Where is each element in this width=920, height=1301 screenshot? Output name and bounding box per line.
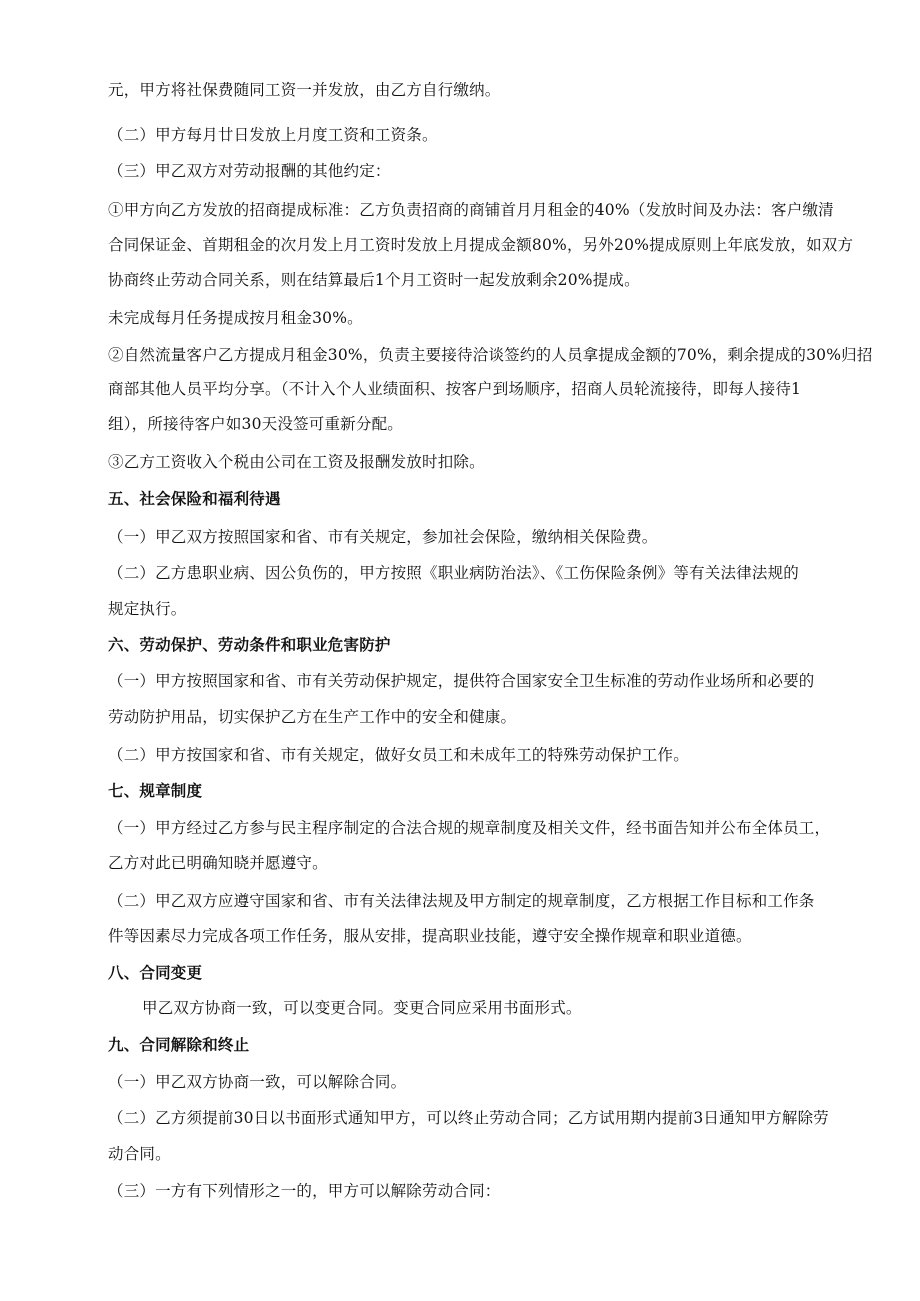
paragraph-line: 未完成每月任务提成按月租金30%。: [108, 309, 363, 327]
paragraph-line: ①甲方向乙方发放的招商提成标准：乙方负责招商的商铺首月月租金的40%（发放时间及办法：客户缴清: [108, 201, 834, 219]
paragraph-line: 合同保证金、首期租金的次月发上月工资时发放上月提成金额80%，另外20%提成原则上年底发放，如双方: [108, 236, 854, 254]
section-heading-9: 九、合同解除和终止: [108, 1036, 250, 1054]
paragraph-line: （二）甲乙双方应遵守国家和省、市有关法律法规及甲方制定的规章制度，乙方根据工作目标和工作条: [108, 892, 815, 910]
paragraph-line: （一）甲方按照国家和省、市有关劳动保护规定，提供符合国家安全卫生标准的劳动作业场所和必要的: [108, 672, 815, 690]
paragraph-line: 件等因素尽力完成各项工作任务，服从安排，提高职业技能，遵守安全操作规章和职业道德。: [108, 927, 752, 945]
paragraph-line: 甲乙双方协商一致，可以变更合同。变更合同应采用书面形式。: [142, 999, 582, 1017]
paragraph-line: （三）甲乙双方对劳动报酬的其他约定：: [108, 162, 391, 180]
paragraph-line: （二）甲方按国家和省、市有关规定，做好女员工和未成年工的特殊劳动保护工作。: [108, 746, 689, 764]
paragraph-line: 协商终止劳动合同关系，则在结算最后1个月工资时一起发放剩余20%提成。: [108, 271, 640, 289]
section-heading-6: 六、劳动保护、劳动条件和职业危害防护: [108, 636, 391, 654]
paragraph-line: ②自然流量客户乙方提成月租金30%，负责主要接待洽谈签约的人员拿提成金额的70%，剩余提成的30%归招: [108, 346, 873, 364]
paragraph-line: （二）乙方须提前30日以书面形式通知甲方，可以终止劳动合同；乙方试用期内提前3日通知甲方解除劳: [108, 1109, 829, 1127]
paragraph-line: 乙方对此已明确知晓并愿遵守。: [108, 854, 328, 872]
paragraph-line: （一）甲乙双方按照国家和省、市有关规定，参加社会保险，缴纳相关保险费。: [108, 528, 658, 546]
paragraph-line: 劳动防护用品，切实保护乙方在生产工作中的安全和健康。: [108, 708, 517, 726]
paragraph-line: 规定执行。: [108, 600, 187, 618]
section-heading-8: 八、合同变更: [108, 964, 203, 982]
paragraph-line: 商部其他人员平均分享。（不计入个人业绩面积、按客户到场顺序，招商人员轮流接待，即每人接待1: [108, 380, 802, 398]
paragraph-line: （三）一方有下列情形之一的，甲方可以解除劳动合同：: [108, 1182, 501, 1200]
section-heading-7: 七、规章制度: [108, 782, 203, 800]
paragraph-line: 组），所接待客户如30天没签可重新分配。: [108, 415, 403, 433]
paragraph-line: （一）甲方经过乙方参与民主程序制定的合法合规的规章制度及相关文件，经书面告知并公布全体员工，: [108, 819, 831, 837]
paragraph-line: （一）甲乙双方协商一致，可以解除合同。: [108, 1073, 407, 1091]
paragraph-line: ③乙方工资收入个税由公司在工资及报酬发放时扣除。: [108, 453, 485, 471]
section-heading-5: 五、社会保险和福利待遇: [108, 490, 281, 508]
paragraph-line: （二）甲方每月廿日发放上月度工资和工资条。: [108, 126, 438, 144]
paragraph-line: 动合同。: [108, 1145, 171, 1163]
paragraph-line: 元，甲方将社保费随同工资一并发放，由乙方自行缴纳。: [108, 81, 501, 99]
paragraph-line: （二）乙方患职业病、因公负伤的，甲方按照《职业病防治法》、《工伤保险条例》等有关法律法规的: [108, 564, 800, 582]
